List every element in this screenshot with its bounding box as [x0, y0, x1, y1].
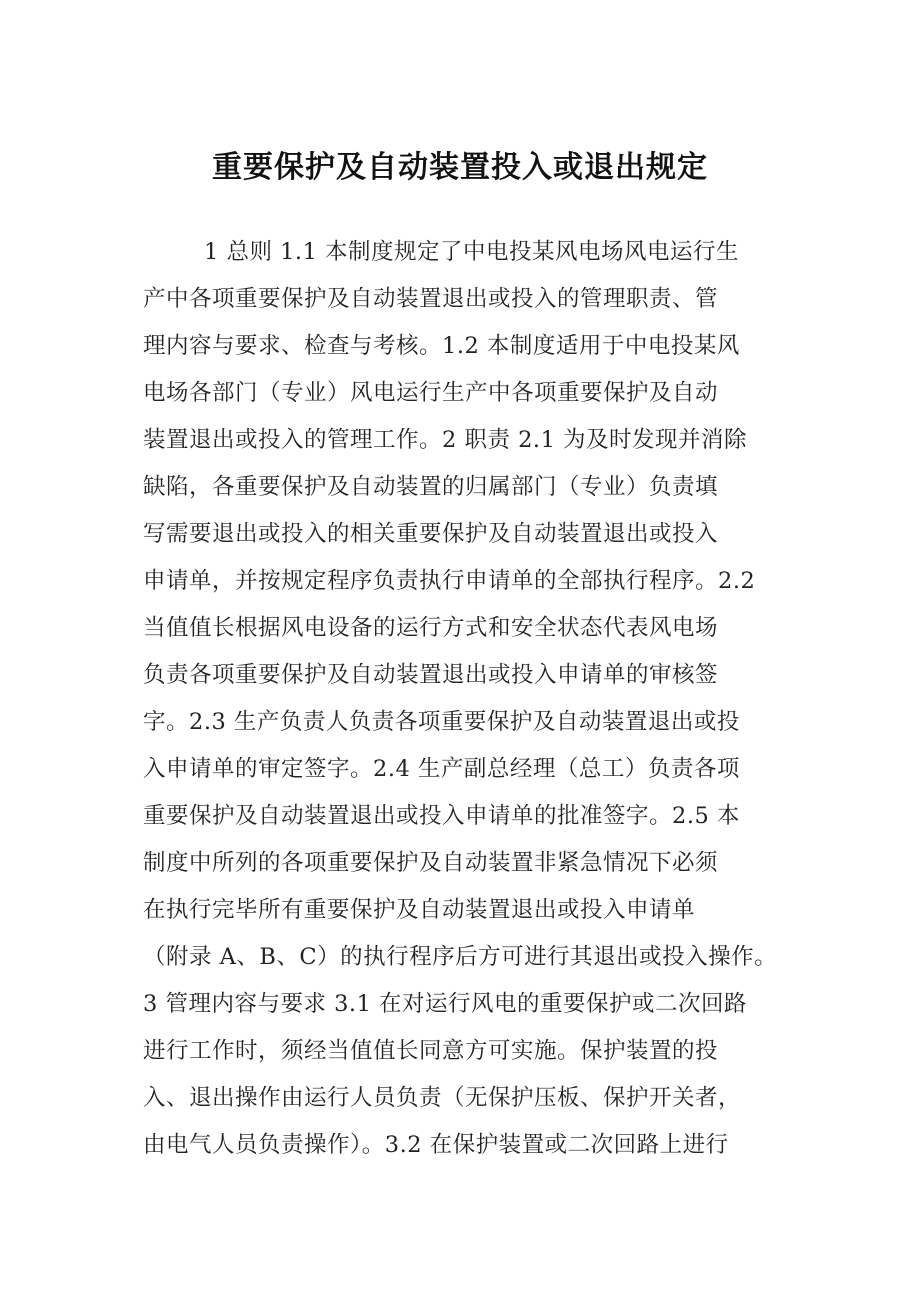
body-line: 写需要退出或投入的相关重要保护及自动装置退出或投入: [143, 521, 719, 547]
body-line: 缺陷，各重要保护及自动装置的归属部门（专业）负责填: [143, 474, 719, 500]
body-line: 入申请单的审定签字。2.4 生产副总经理（总工）负责各项: [143, 756, 740, 782]
body-line: 申请单，并按规定程序负责执行申请单的全部执行程序。2.2: [143, 568, 756, 594]
body-line: 电场各部门（专业）风电运行生产中各项重要保护及自动: [143, 380, 719, 406]
body-line: 装置退出或投入的管理工作。2 职责 2.1 为及时发现并消除: [143, 427, 748, 453]
body-line: 重要保护及自动装置退出或投入申请单的批准签字。2.5 本: [143, 803, 740, 829]
body-line: 负责各项重要保护及自动装置退出或投入申请单的审核签: [143, 662, 719, 688]
body-line: 当值值长根据风电设备的运行方式和安全状态代表风电场: [143, 615, 719, 641]
body-line: 由电气人员负责操作）。3.2 在保护装置或二次回路上进行: [143, 1132, 729, 1158]
body-line: 在执行完毕所有重要保护及自动装置退出或投入申请单: [143, 897, 696, 923]
body-line: 进行工作时，须经当值值长同意方可实施。保护装置的投: [143, 1038, 719, 1064]
body-line: 3 管理内容与要求 3.1 在对运行风电的重要保护或二次回路: [143, 991, 748, 1017]
body-line: 入、退出操作由运行人员负责（无保护压板、保护开关者，: [143, 1085, 742, 1111]
body-line: 制度中所列的各项重要保护及自动装置非紧急情况下必须: [143, 850, 719, 876]
document-title: 重要保护及自动装置投入或退出规定: [212, 150, 708, 185]
body-line: 产中各项重要保护及自动装置退出或投入的管理职责、管: [143, 286, 719, 312]
document-body: [143, 229, 803, 1169]
body-line: 理内容与要求、检查与考核。1.2 本制度适用于中电投某风: [143, 333, 740, 359]
body-line: 1 总则 1.1 本制度规定了中电投某风电场风电运行生: [204, 239, 740, 265]
body-line: 字。2.3 生产负责人负责各项重要保护及自动装置退出或投: [143, 709, 740, 735]
body-line: （附录 A、B、C）的执行程序后方可进行其退出或投入操作。: [143, 944, 778, 970]
